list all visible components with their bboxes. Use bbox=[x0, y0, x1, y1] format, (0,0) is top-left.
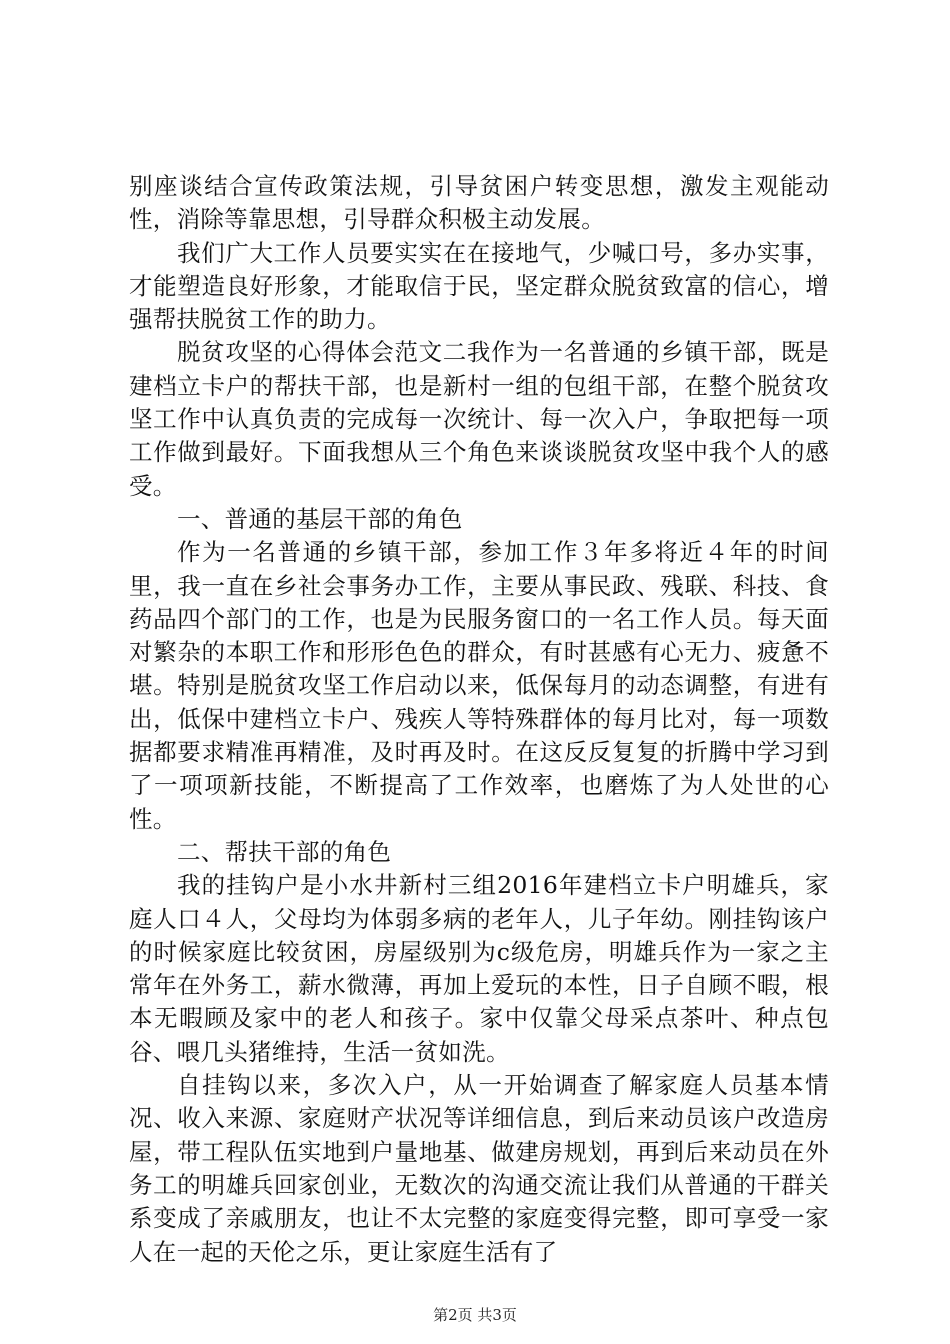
paragraph: 作为一名普通的乡镇干部，参加工作３年多将近４年的时间里，我一直在乡社会事务办工作，主要从事民政、残联、科技、食药品四个部门的工作，也是为民服务窗口的一名工作人员。每天面对繁杂的本职工作和形形色色的群众，有时甚感有心无力、疲惫不堪。特别是脱贫攻坚工作启动以来，低保每月的动态调整，有进有出，低保中建档立卡户、残疾人等特殊群体的每月比对，每一项数据都要求精准再精准，及时再及时。在这反反复复的折腾中学习到了一项项新技能，不断提高了工作效率，也磨炼了为人处世的心性。 bbox=[129, 538, 829, 833]
document-body bbox=[129, 170, 829, 1269]
paragraph: 我们广大工作人员要实实在在接地气，少喊口号，多办实事，才能塑造良好形象，才能取信于民，坚定群众脱贫致富的信心，增强帮扶脱贫工作的助力。 bbox=[129, 238, 829, 334]
section-heading: 二、帮扶干部的角色 bbox=[177, 837, 392, 866]
paragraph: 我的挂钩户是小水井新村三组2016年建档立卡户明雄兵，家庭人口４人，父母均为体弱多病的老年人，儿子年幼。刚挂钩该户的时候家庭比较贫困，房屋级别为c级危房，明雄兵作为一家之主常年在外务工，薪水微薄，再加上爱玩的本性，日子自顾不暇，根本无暇顾及家中的老人和孩子。家中仅靠父母采点茶叶、种点包谷、喂几头猪维持，生活一贫如洗。 bbox=[129, 871, 829, 1066]
page-number: 第2页 共3页 bbox=[433, 1306, 517, 1324]
paragraph: 自挂钩以来，多次入户，从一开始调查了解家庭人员基本情况、收入来源、家庭财产状况等详细信息，到后来动员该户改造房屋，带工程队伍实地到户量地基、做建房规划，再到后来动员在外务工的明雄兵回家创业，无数次的沟通交流让我们从普通的干群关系变成了亲戚朋友，也让不太完整的家庭变得完整，即可享受一家人在一起的天伦之乐，更让家庭生活有了 bbox=[129, 1071, 829, 1266]
paragraph: 别座谈结合宣传政策法规，引导贫困户转变思想，激发主观能动性，消除等靠思想，引导群众积极主动发展。 bbox=[129, 172, 829, 234]
page-footer bbox=[0, 1305, 950, 1325]
section-heading: 一、普通的基层干部的角色 bbox=[177, 504, 463, 533]
paragraph: 脱贫攻坚的心得体会范文二我作为一名普通的乡镇干部，既是建档立卡户的帮扶干部，也是新村一组的包组干部，在整个脱贫攻坚工作中认真负责的完成每一次统计、每一次入户，争取把每一项工作做到最好。下面我想从三个角色来谈谈脱贫攻坚中我个人的感受。 bbox=[129, 338, 829, 500]
